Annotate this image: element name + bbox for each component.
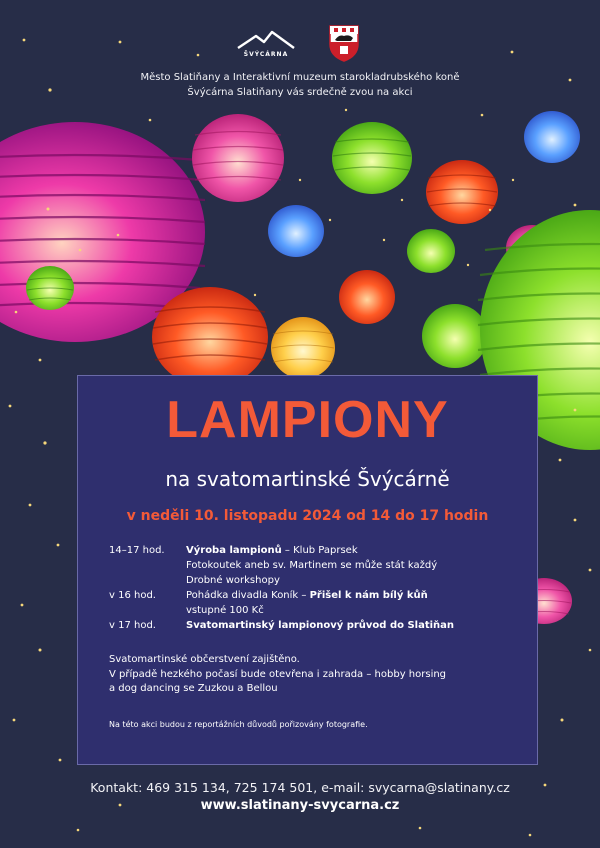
schedule-detail: – Klub Paprsek	[281, 545, 358, 556]
lantern-red-small	[339, 270, 395, 324]
schedule-time: 14–17 hod.	[109, 545, 165, 556]
schedule-row	[109, 558, 529, 573]
website-link[interactable]: www.slatinany-svycarna.cz	[200, 798, 400, 813]
info-line-1: Svatomartinské občerstvení zajištěno.	[109, 654, 300, 665]
schedule-row	[109, 588, 529, 603]
additional-info	[109, 653, 529, 697]
photo-notice: Na této akci budou z reportážních důvodů pořizovány fotografie.	[109, 720, 368, 729]
event-info-panel	[77, 375, 538, 765]
schedule-row	[109, 573, 529, 588]
event-date: v neděli 10. listopadu 2024 od 14 do 17 hodin	[126, 508, 489, 524]
svycarna-logo-text: ŠVÝCÁRNA	[243, 51, 289, 58]
lantern-blue-mid	[268, 205, 324, 257]
schedule-time	[109, 558, 186, 573]
schedule-highlight: Výroba lampionů	[186, 545, 282, 556]
svycarna-logo	[234, 28, 298, 60]
event-subtitle: na svatomartinské Švýcárně	[165, 467, 450, 491]
lantern-green-small-mid	[407, 229, 455, 273]
schedule-desc: Fotokoutek aneb sv. Martinem se může stát každý	[186, 560, 438, 571]
event-title: LAMPIONY	[166, 391, 449, 449]
lantern-red-right	[426, 160, 498, 224]
schedule-desc: vstupné 100 Kč	[186, 605, 264, 616]
info-line-3: a dog dancing se Zuzkou a Bellou	[109, 683, 278, 694]
schedule-time: v 16 hod.	[109, 590, 156, 601]
schedule-row	[109, 543, 529, 558]
schedule-desc	[186, 543, 358, 558]
schedule-row	[109, 618, 529, 633]
schedule-desc	[186, 588, 428, 603]
schedule-desc: Svatomartinský lampionový průvod do Slatiňan	[186, 620, 455, 631]
lantern-red-large	[152, 287, 268, 387]
schedule-highlight: Přišel k nám bílý kůň	[309, 590, 428, 601]
slatinany-crest-icon	[327, 24, 361, 62]
intro-text	[0, 70, 600, 100]
schedule-detail: Pohádka divadla Koník –	[186, 590, 310, 601]
intro-line-2: Švýcárna Slatiňany vás srdečně zvou na akci	[187, 87, 413, 98]
schedule	[109, 543, 529, 633]
lantern-green-center-right	[422, 304, 488, 368]
schedule-row	[109, 603, 529, 618]
info-line-2: V případě hezkého počasí bude otevřena i zahrada – hobby horsing	[109, 668, 447, 680]
logo-bar	[0, 22, 600, 62]
lantern-green-small-left	[26, 266, 74, 310]
lantern-pink-top	[192, 114, 284, 202]
schedule-time: v 17 hod.	[109, 620, 156, 631]
mountain-icon	[234, 28, 298, 50]
lantern-green-top	[332, 122, 412, 194]
schedule-time	[109, 603, 186, 618]
lantern-blue-top-right	[524, 111, 580, 163]
intro-line-1: Město Slatiňany a Interaktivní muzeum starokladrubského koně	[140, 72, 460, 83]
contact-line: Kontakt: 469 315 134, 725 174 501, e-mail: svycarna@slatinany.cz	[90, 780, 510, 795]
schedule-time	[109, 573, 186, 588]
schedule-desc: Drobné workshopy	[186, 575, 280, 586]
lantern-yellow	[271, 317, 335, 379]
